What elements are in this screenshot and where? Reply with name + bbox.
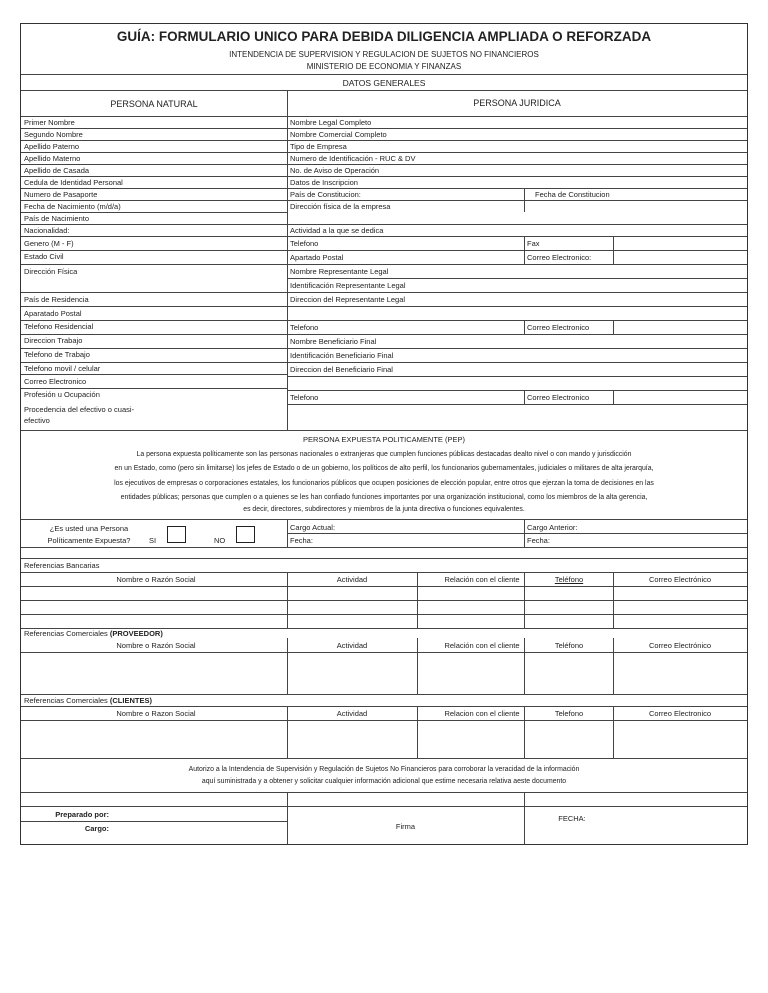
field-actividad: Actividad a la que se dedica <box>290 226 384 235</box>
field-correo-beneficiario: Correo Electronico <box>527 393 590 402</box>
pep-fecha-actual: Fecha: <box>290 536 313 545</box>
field-nombre-legal: Nombre Legal Completo <box>290 118 372 127</box>
field-ruc-dv: Numero de Identificación - RUC & DV <box>290 154 416 163</box>
field-fecha-constitucion: Fecha de Constitucion <box>535 190 610 199</box>
field-apellido-materno: Apellido Materno <box>24 154 81 163</box>
bancarias-header-actividad: Actividad <box>336 575 368 584</box>
pep-si-label: SI <box>149 536 157 545</box>
field-correo-empresa: Correo Electronico: <box>527 253 592 262</box>
field-telefono-residencial: Telefono Residencial <box>24 322 94 331</box>
field-apellido-paterno: Apellido Paterno <box>24 142 80 151</box>
cargo-label: Cargo: <box>84 824 109 833</box>
proveedor-header-nombre: Nombre o Razón Social <box>116 641 196 650</box>
field-nombre-beneficiario: Nombre Beneficiario Final <box>290 337 377 346</box>
form-sheet <box>20 23 748 845</box>
field-telefono-empresa: Telefono <box>290 239 319 248</box>
firma-label: Firma <box>395 822 416 831</box>
preparado-por-label: Preparado por: <box>55 810 109 819</box>
refs-proveedor-tag: (PROVEEDOR) <box>109 629 163 638</box>
field-apartado-postal: Aparatado Postal <box>24 309 82 318</box>
pep-text-line-5: es decir, directores, subdirectores y miembros de la junta directiva o funciones equivalentes. <box>243 506 525 513</box>
field-primer-nombre: Primer Nombre <box>24 118 75 127</box>
proveedor-header-relacion: Relación con el cliente <box>444 641 520 650</box>
pep-si-checkbox[interactable] <box>167 526 186 543</box>
form-subtitle-ministry: MINISTERIO DE ECONOMIA Y FINANZAS <box>306 62 462 71</box>
clientes-header-actividad: Actividad <box>336 709 368 718</box>
section-datos-generales: DATOS GENERALES <box>342 78 426 88</box>
bancarias-header-relacion: Relación con el cliente <box>444 575 520 584</box>
auth-text-line-2: aquí suministrada y a obtener y solicitar cualquier información adicional que estime necesaria relativa aeste documento <box>201 778 567 785</box>
field-procedencia-efectivo: Procedencia del efectivo o cuasi- <box>24 405 135 414</box>
field-correo-electronico: Correo Electronico <box>24 377 87 386</box>
field-tipo-empresa: Tipo de Empresa <box>290 142 347 151</box>
pep-cargo-anterior: Cargo Anterior: <box>527 523 578 532</box>
proveedor-header-correo: Correo Electrónico <box>648 641 712 650</box>
field-telefono-trabajo: Telefono de Trabajo <box>24 350 90 359</box>
field-fecha-nacimiento: Fecha de Nacimiento (m/d/a) <box>24 202 121 211</box>
clientes-header-correo: Correo Electronico <box>648 709 712 718</box>
field-telefono-representante: Telefono <box>290 323 319 332</box>
field-telefono-movil: Telefono movil / celular <box>24 364 101 373</box>
pep-question-line-1: ¿Es usted una Persona <box>49 524 129 533</box>
field-correo-representante: Correo Electronico <box>527 323 590 332</box>
pep-title: PERSONA EXPUESTA POLITICAMENTE (PEP) <box>303 435 465 444</box>
proveedor-header-actividad: Actividad <box>336 641 368 650</box>
field-direccion-fisica: Dirección Física <box>24 267 78 276</box>
field-estado-civil: Estado Civil <box>24 252 64 261</box>
clientes-header-nombre: Nombre o Razon Social <box>116 709 196 718</box>
field-pasaporte: Numero de Pasaporte <box>24 190 98 199</box>
pep-fecha-anterior: Fecha: <box>527 536 550 545</box>
refs-proveedor-label: Referencias Comerciales <box>24 629 108 638</box>
refs-bancarias-title: Referencias Bancarias <box>24 561 100 570</box>
persona-juridica-title: PERSONA JURIDICA <box>473 98 561 108</box>
field-datos-inscripcion: Datos de Inscripcion <box>290 178 358 187</box>
field-nombre-comercial: Nombre Comercial Completo <box>290 130 387 139</box>
field-direccion-representante: Direccion del Representante Legal <box>290 295 406 304</box>
field-id-representante: Identificación Representante Legal <box>290 281 406 290</box>
refs-proveedor-title <box>24 629 163 639</box>
clientes-header-telefono: Telefono <box>554 709 584 718</box>
refs-clientes-label: Referencias Comerciales <box>24 696 108 705</box>
pep-no-checkbox[interactable] <box>236 526 255 543</box>
bancarias-header-correo: Correo Electrónico <box>648 575 712 584</box>
bancarias-header-nombre: Nombre o Razón Social <box>116 575 196 584</box>
refs-clientes-title <box>24 696 152 706</box>
field-nacionalidad: Nacionalidad: <box>24 226 70 235</box>
field-cedula: Cedula de Identidad Personal <box>24 178 123 187</box>
field-nombre-representante: Nombre Representante Legal <box>290 267 389 276</box>
pep-text-line-3: los ejecutivos de empresas o corporaciones estatales, los funcionarios públicos que ocupen posiciones de elección popular, entre otros que ejerzan la toma de decisiones en las <box>114 480 654 487</box>
field-pais-residencia: País de Residencia <box>24 295 89 304</box>
field-direccion-empresa: Dirección física de la empresa <box>290 202 391 211</box>
field-fax: Fax <box>527 239 540 248</box>
field-pais-constitucion: País de Constitucion: <box>290 190 361 199</box>
field-direccion-trabajo: Direccion Trabajo <box>24 336 83 345</box>
pep-text-line-2: en un Estado, como (pero sin limitarse) los jefes de Estado o de un gobierno, los políticos de alto perfil, los funcionarios gubernamentales, judiciales o militares de alta jerarquía, <box>114 465 654 472</box>
persona-natural-title: PERSONA NATURAL <box>110 99 198 109</box>
field-genero: Genero (M - F) <box>24 239 74 248</box>
refs-clientes-tag: (CLIENTES) <box>109 696 152 705</box>
field-segundo-nombre: Segundo Nombre <box>24 130 83 139</box>
pep-cargo-actual: Cargo Actual: <box>290 523 336 532</box>
pep-text-line-4: entidades públicas; personas que cumplen o a quienes se les han confiado funciones importantes por una organización institucional, como los miembros de la alta gerencia, <box>120 494 648 501</box>
field-apellido-casada: Apellido de Casada <box>24 166 90 175</box>
field-procedencia-efectivo-cont: efectivo <box>24 416 50 425</box>
field-id-beneficiario: Identificación Beneficiario Final <box>290 351 394 360</box>
auth-text-line-1: Autorizo a la Intendencia de Supervisión y Regulación de Sujetos No Financieros para corroborar la veracidad de la información <box>188 766 580 773</box>
fecha-label: FECHA: <box>558 814 586 823</box>
pep-no-label: NO <box>214 536 226 545</box>
form-subtitle-agency: INTENDENCIA DE SUPERVISION Y REGULACION DE SUJETOS NO FINANCIEROS <box>229 50 539 59</box>
field-aviso-operacion: No. de Aviso de Operación <box>290 166 380 175</box>
form-title: GUÍA: FORMULARIO UNICO PARA DEBIDA DILIGENCIA AMPLIADA O REFORZADA <box>116 29 652 44</box>
field-telefono-beneficiario: Telefono <box>290 393 319 402</box>
field-direccion-beneficiario: Direccion del Beneficiario Final <box>290 365 393 374</box>
field-apartado-postal-empresa: Apartado Postal <box>290 253 344 262</box>
pep-text-line-1: La persona expuesta políticamente son las personas nacionales o extranjeras que cumplen funciones públicas destacadas dealto nivel o con mando y jurisdicción <box>136 451 632 458</box>
proveedor-header-telefono: Teléfono <box>554 641 584 650</box>
bancarias-header-telefono: Teléfono <box>554 575 584 584</box>
field-pais-nacimiento: País de Nacimiento <box>24 214 90 223</box>
field-profesion: Profesión u Ocupación <box>24 390 100 399</box>
clientes-header-relacion: Relacion con el cliente <box>444 709 520 718</box>
pep-question-line-2: Políticamente Expuesta? <box>47 536 131 545</box>
